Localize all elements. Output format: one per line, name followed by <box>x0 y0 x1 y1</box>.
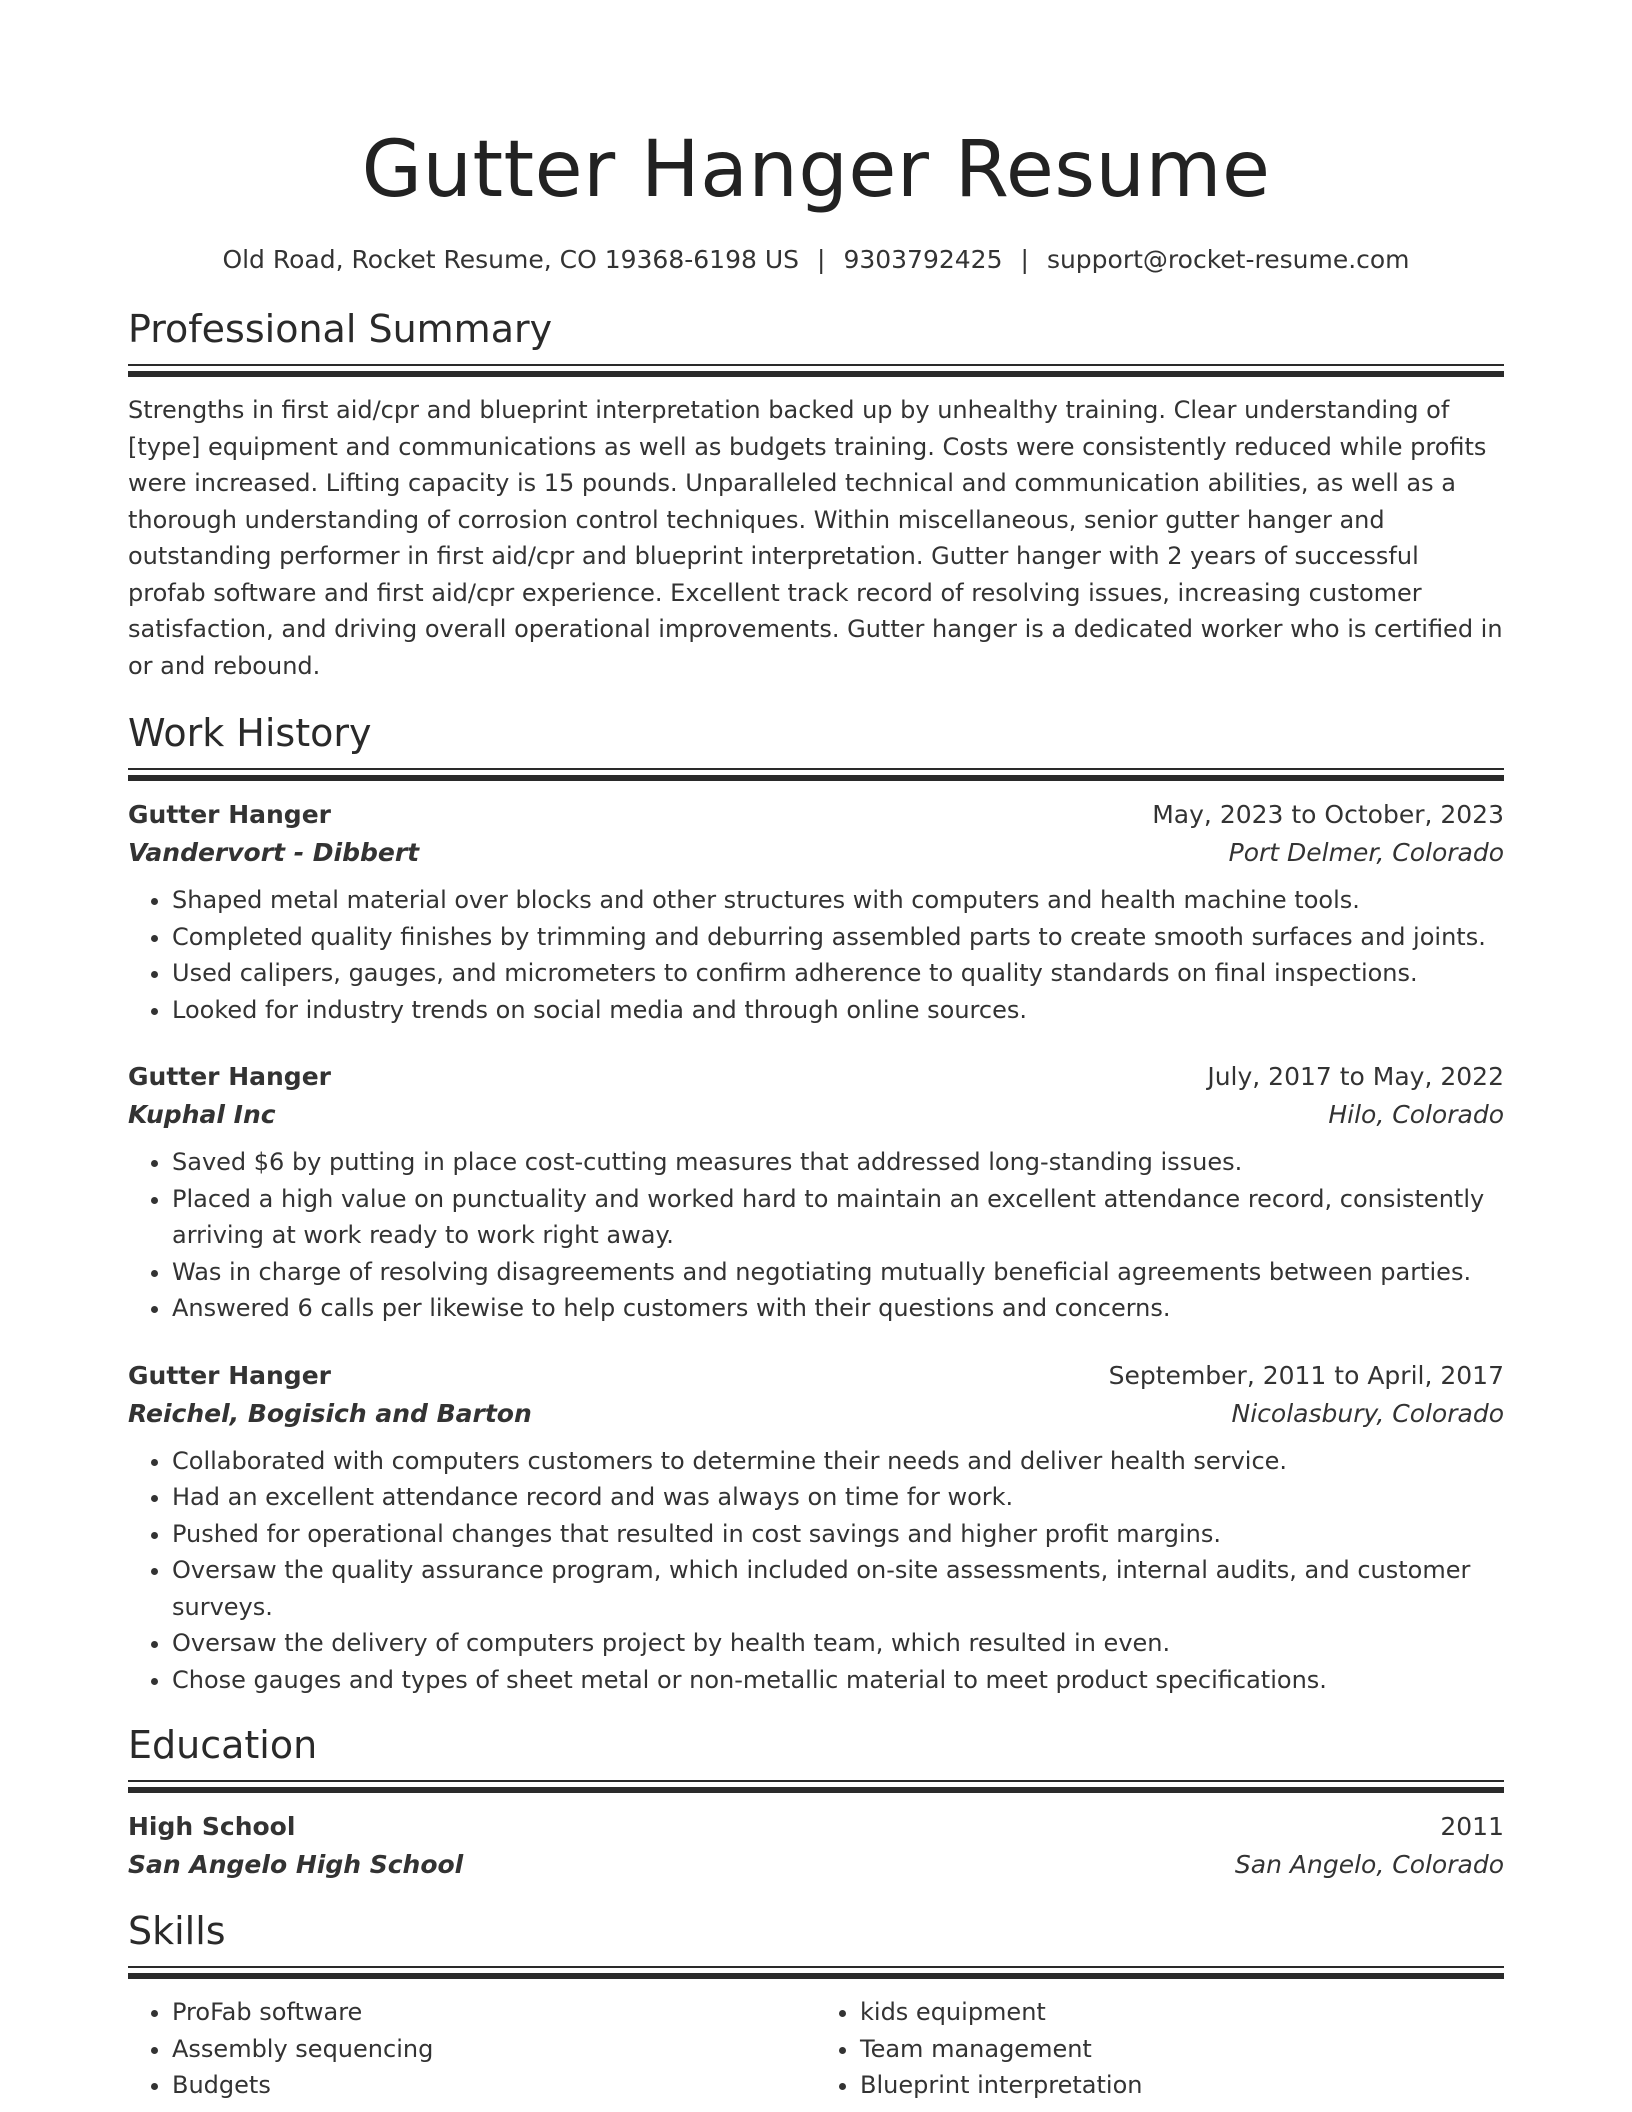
section-heading-work: Work History <box>128 711 372 755</box>
list-item: • Pushed for operational changes that resulted in cost savings and higher profit margins. <box>172 1516 1504 1553</box>
list-item: • Completed quality finishes by trimming and deburring assembled parts to create smooth surfaces and joints. <box>172 919 1504 956</box>
list-item: • Oversaw the delivery of computers project by health team, which resulted in even. <box>172 1625 1504 1662</box>
contact-phone: 9303792425 <box>843 245 1003 274</box>
education-location: San Angelo, Colorado <box>1234 1850 1504 1879</box>
job-company: Reichel, Bogisich and Barton <box>128 1398 532 1428</box>
contact-line <box>128 244 1504 276</box>
job-dates: September, 2011 to April, 2017 <box>1108 1360 1504 1390</box>
list-item: • Saved $6 by putting in place cost-cutting measures that addressed long-standing issues. <box>172 1144 1504 1181</box>
skills-columns <box>128 1994 1504 2104</box>
section-divider <box>128 1780 1504 1792</box>
job-dates: July, 2017 to May, 2022 <box>1207 1062 1504 1091</box>
job-entry <box>128 1357 1504 1699</box>
list-item: • Chose gauges and types of sheet metal or non-metallic material to meet product specifications. <box>172 1662 1504 1699</box>
contact-separator: | <box>817 245 826 274</box>
education-section <box>128 1720 1504 1884</box>
section-heading-education: Education <box>128 1723 318 1767</box>
work-history-section <box>128 708 1504 1698</box>
job-title: Gutter Hanger <box>128 800 331 829</box>
list-item: • Used calipers, gauges, and micrometers to confirm adherence to quality standards on final inspections. <box>172 955 1504 992</box>
summary-section <box>128 304 1504 684</box>
job-location: Nicolasbury, Colorado <box>1231 1398 1504 1428</box>
education-school: San Angelo High School <box>128 1850 464 1879</box>
list-item: • ProFab software <box>172 1994 816 2031</box>
list-item: • Placed a high value on punctuality and worked hard to maintain an excellent attendance record, consistently arriving at work ready to work right away. <box>172 1181 1504 1254</box>
job-location: Hilo, Colorado <box>1328 1100 1504 1129</box>
skills-right-column <box>816 1994 1504 2104</box>
job-bullets <box>128 882 1504 1028</box>
education-entry <box>128 1808 1504 1884</box>
summary-text: Strengths in first aid/cpr and blueprint interpretation backed up by unhealthy training. Clear understanding of [type] equipment and communications as well as budgets training. Costs were consistently reduced while profits were increased. Lifting capacity is 15 pounds. Unparalleled technical and communication abilities, as well as a thorough understanding of corrosion control techniques. Within miscellaneous, senior gutter hanger and outstanding performer in first aid/cpr and blueprint interpretation. Gutter hanger with 2 years of successful profab software and first aid/cpr experience. Excellent track record of resolving issues, increasing customer satisfaction, and driving overall operational improvements. Gutter hanger is a dedicated worker who is certified in or and rebound. <box>128 396 1503 680</box>
section-divider <box>128 768 1504 780</box>
list-item: • Collaborated with computers customers to determine their needs and deliver health service. <box>172 1443 1504 1480</box>
list-item: • Budgets <box>172 2067 816 2104</box>
skills-left-column <box>128 1994 816 2104</box>
job-location: Port Delmer, Colorado <box>1228 838 1504 867</box>
list-item: • Answered 6 calls per likewise to help customers with their questions and concerns. <box>172 1290 1504 1327</box>
resume-page <box>128 0 1504 2104</box>
list-item: • Shaped metal material over blocks and other structures with computers and health machine tools. <box>172 882 1504 919</box>
list-item: • kids equipment <box>860 1994 1504 2031</box>
job-title: Gutter Hanger <box>128 1360 331 1390</box>
education-degree: High School <box>128 1812 296 1841</box>
job-bullets <box>128 1443 1504 1699</box>
job-title: Gutter Hanger <box>128 1062 331 1091</box>
section-heading-summary: Professional Summary <box>128 307 553 351</box>
section-heading-skills: Skills <box>128 1909 226 1953</box>
job-entry <box>128 796 1504 1028</box>
list-item: • Blueprint interpretation <box>860 2067 1504 2104</box>
skills-section <box>128 1906 1504 2104</box>
list-item: • Team management <box>860 2031 1504 2068</box>
list-item: • Oversaw the quality assurance program, which included on-site assessments, internal audits, and customer surveys. <box>172 1552 1504 1625</box>
section-divider <box>128 364 1504 376</box>
list-item: • Was in charge of resolving disagreements and negotiating mutually beneficial agreements between parties. <box>172 1254 1504 1291</box>
job-company: Vandervort - Dibbert <box>128 838 420 867</box>
section-divider <box>128 1966 1504 1978</box>
job-company: Kuphal Inc <box>128 1100 276 1129</box>
list-item: • Looked for industry trends on social media and through online sources. <box>172 992 1504 1029</box>
list-item: • Had an excellent attendance record and was always on time for work. <box>172 1479 1504 1516</box>
job-entry <box>128 1058 1504 1327</box>
contact-address: Old Road, Rocket Resume, CO 19368-6198 US <box>222 245 799 274</box>
resume-title: Gutter Hanger Resume <box>361 125 1271 215</box>
job-bullets <box>128 1144 1504 1327</box>
job-dates: May, 2023 to October, 2023 <box>1152 800 1504 829</box>
contact-email: support@rocket-resume.com <box>1046 245 1410 274</box>
list-item: • Assembly sequencing <box>172 2031 816 2068</box>
education-year: 2011 <box>1440 1812 1504 1841</box>
contact-separator: | <box>1020 245 1029 274</box>
